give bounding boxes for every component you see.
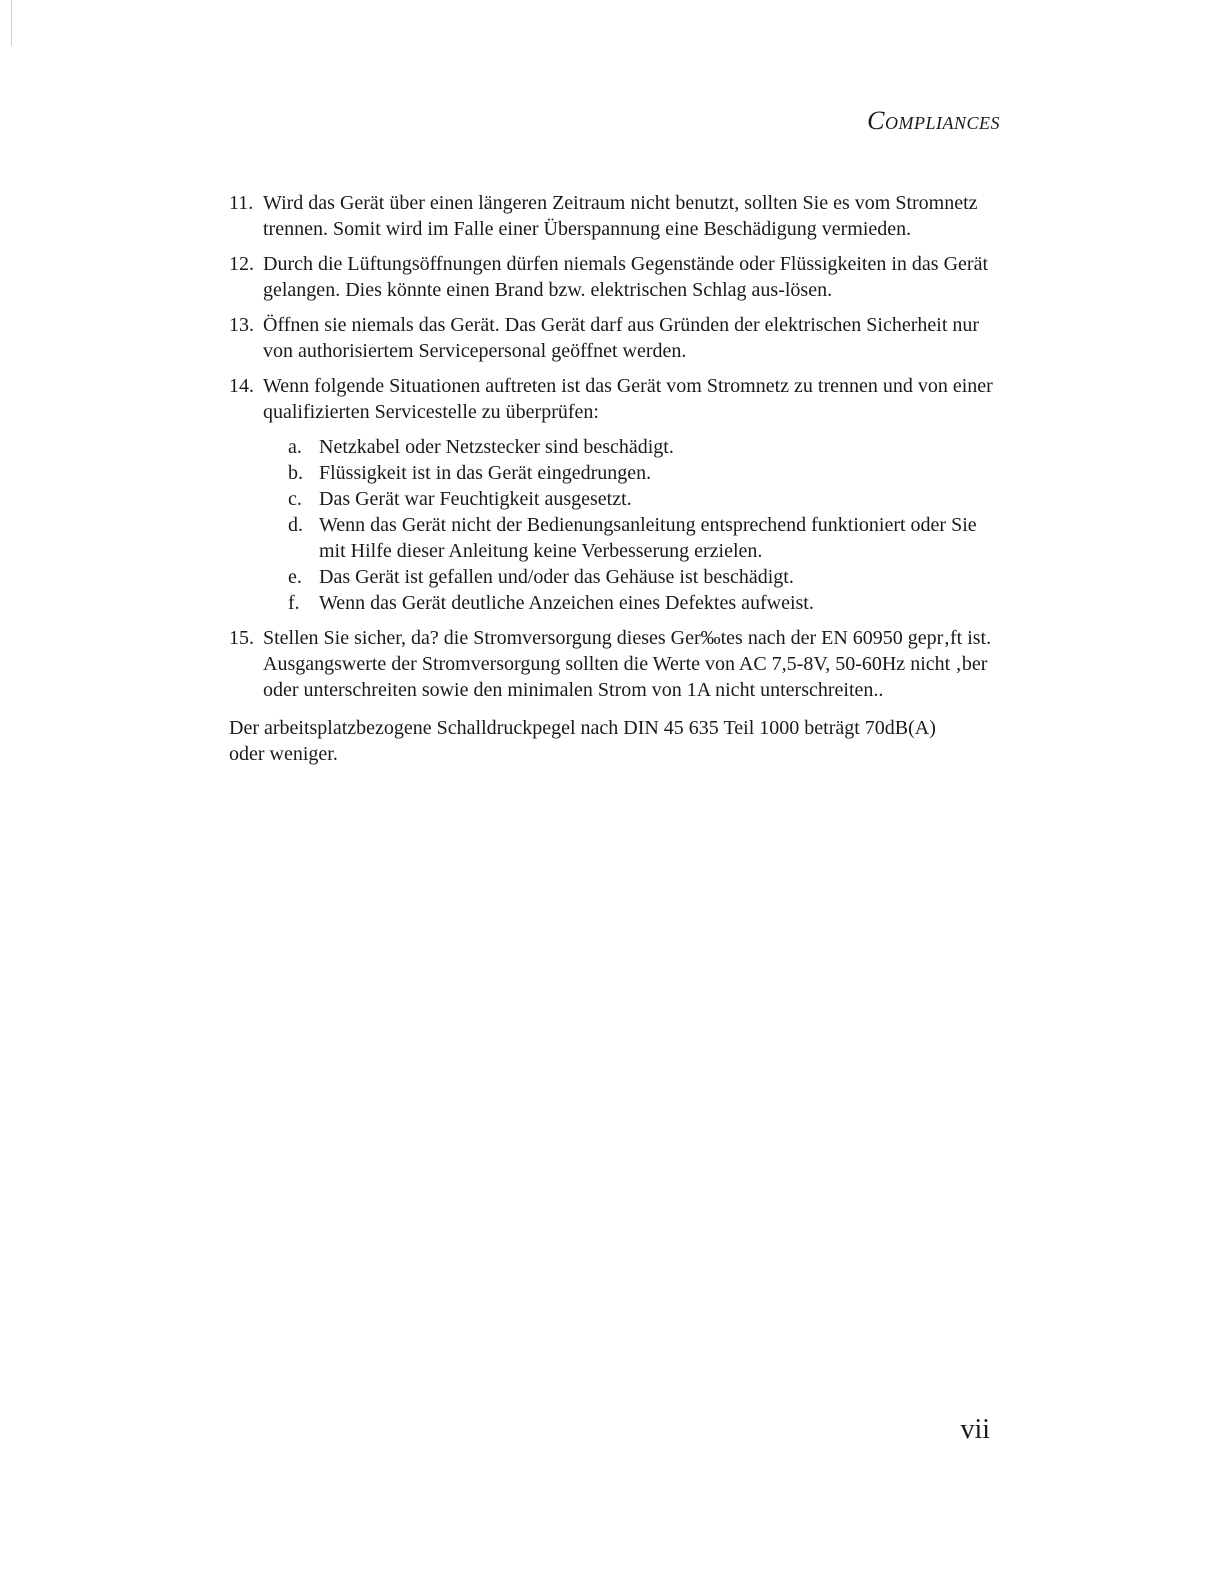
item-text: Stellen Sie sicher, da? die Stromversorgung dieses Ger‰tes nach der EN 60950 gepr‚ft ist. Ausgangswerte der Stromversorgung sollten die Werte von AC 7,5-8V, 50-60Hz nicht ‚ber oder unterschreiten sowie den minimalen Strom von 1A nicht unterschreiten.. [263,627,992,701]
list-item-14 [229,373,1004,616]
item-text: Öffnen sie niemals das Gerät. Das Gerät darf aus Gründen der elektrischen Sicherheit nur von authorisiertem Servicepersonal geöffnet werden. [263,314,980,362]
sub-item-letter: e. [288,566,302,588]
sub-item-text: Wenn das Gerät nicht der Bedienungsanleitung entsprechend funktioniert oder Sie mit Hilfe dieser Anleitung keine Verbesserung erzielen. [319,514,977,562]
list-item-15 [229,625,1004,703]
item-text: Wenn folgende Situationen auftreten ist das Gerät vom Stromnetz zu trennen und von einer qualifizierten Servicestelle zu überprüfen: [263,375,993,423]
running-header: Compliances [867,106,1000,135]
sub-item-text: Das Gerät war Feuchtigkeit ausgesetzt. [319,488,632,510]
sub-item-b [263,460,1004,486]
sub-item-text: Flüssigkeit ist in das Gerät eingedrungen. [319,462,652,484]
sub-item-letter: b. [288,462,303,484]
list-item-13 [229,312,1004,364]
item-number: 15. [229,627,254,649]
item-number: 13. [229,314,254,336]
sub-item-text: Netzkabel oder Netzstecker sind beschädigt. [319,436,674,458]
sub-list [263,434,1004,616]
safety-instructions-list [229,190,1004,703]
sub-item-text: Wenn das Gerät deutliche Anzeichen eines Defektes aufweist. [319,592,814,614]
item-number: 11. [229,192,254,214]
sub-item-a [263,434,1004,460]
sub-item-f [263,590,1004,616]
sub-item-letter: c. [288,488,302,510]
list-item-11 [229,190,1004,242]
sub-item-text: Das Gerät ist gefallen und/oder das Gehäuse ist beschädigt. [319,566,794,588]
list-item-12 [229,251,1004,303]
item-number: 12. [229,253,254,275]
item-text: Wird das Gerät über einen längeren Zeitraum nicht benutzt, sollten Sie es vom Stromnetz trennen. Somit wird im Falle einer Überspannung eine Beschädigung vermieden. [263,192,978,240]
sub-item-c [263,486,1004,512]
closing-paragraph: Der arbeitsplatzbezogene Schalldruckpegel nach DIN 45 635 Teil 1000 beträgt 70dB(A) oder weniger. [229,717,936,765]
page-number: vii [960,1414,990,1445]
sub-item-letter: a. [288,436,302,458]
page-edge-line [11,0,12,46]
sub-item-e [263,564,1004,590]
item-number: 14. [229,375,254,397]
page-body [229,190,1004,767]
item-text: Durch die Lüftungsöffnungen dürfen niemals Gegenstände oder Flüssigkeiten in das Gerät gelangen. Dies könnte einen Brand bzw. elektrischen Schlag aus-lösen. [263,253,988,301]
sub-item-letter: d. [288,514,303,536]
sub-item-letter: f. [288,592,300,614]
sub-item-d [263,512,1004,564]
